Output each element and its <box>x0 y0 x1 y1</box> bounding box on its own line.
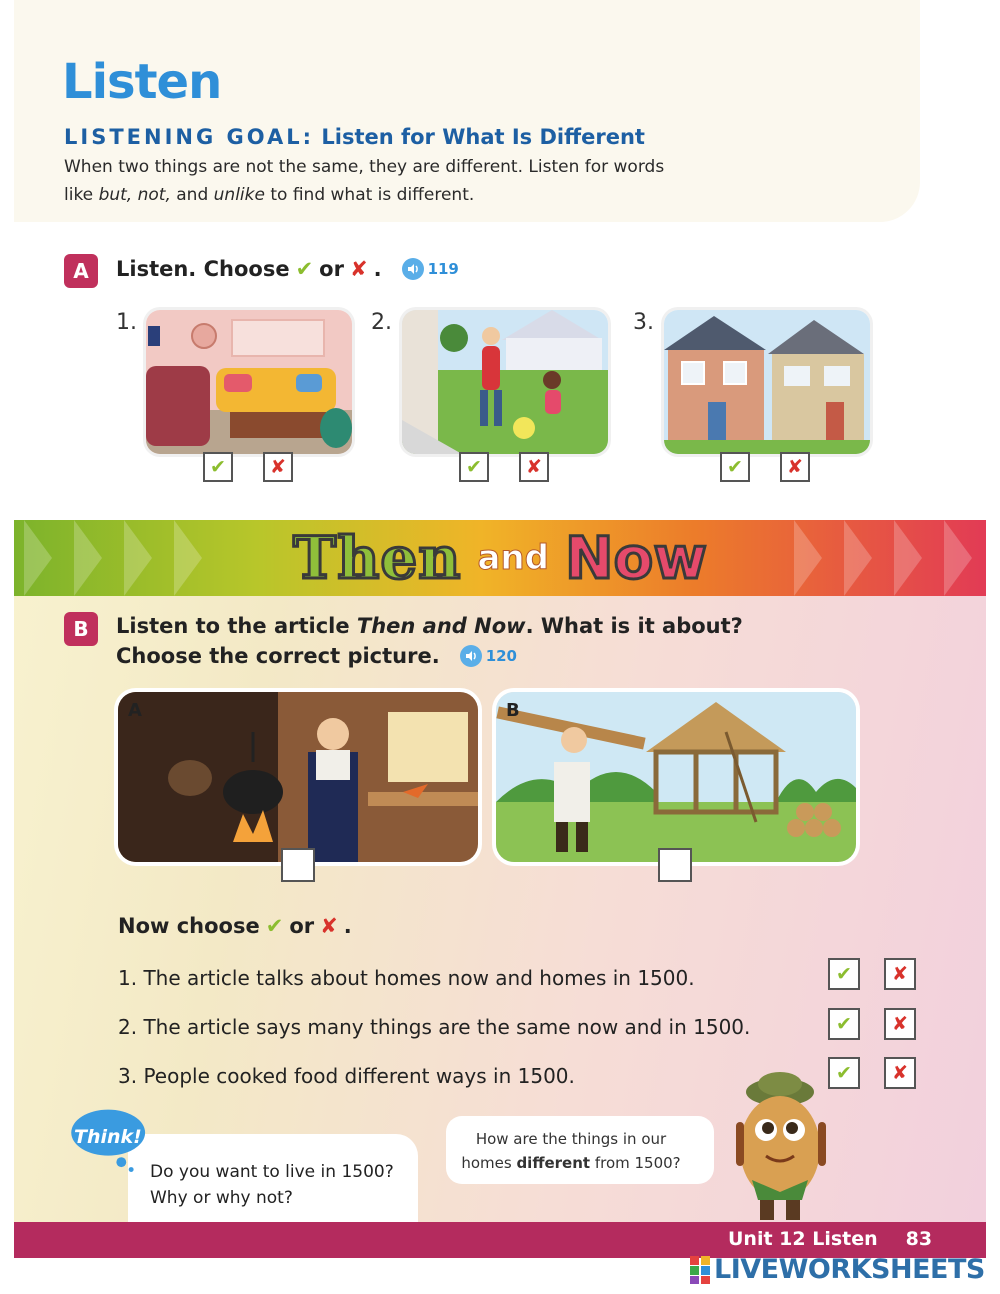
item-number-3: 3. <box>633 310 654 335</box>
audio-track-number: 120 <box>485 647 517 665</box>
cross-icon: ✘ <box>320 914 338 938</box>
article-title: Then and Now <box>356 614 526 638</box>
speech-line2-post: from 1500? <box>590 1154 681 1172</box>
tick-icon: ✔ <box>265 914 284 938</box>
statement-1-cross-box[interactable]: ✘ <box>884 958 916 990</box>
picture-b-letter: B <box>506 700 520 721</box>
statement-number: 3. <box>118 1064 138 1088</box>
statement-number: 1. <box>118 966 138 990</box>
speech-line2-pre: homes <box>461 1154 517 1172</box>
picture-a-old-kitchen <box>118 692 478 862</box>
goal-word-not: not, <box>137 185 171 205</box>
think-question-1: Do you want to live in 1500? <box>150 1162 394 1182</box>
statement-text: The article says many things are the same now and in 1500. <box>143 1015 751 1039</box>
statement-3-tick-box[interactable]: ✔ <box>828 1057 860 1089</box>
statement-3-cross-box[interactable]: ✘ <box>884 1057 916 1089</box>
now-choose-text: Now choose <box>118 914 260 938</box>
banner-now: Now <box>564 524 707 592</box>
section-b-instruction-line2 <box>116 644 517 668</box>
item-3-tick-box[interactable]: ✔ <box>720 452 750 482</box>
think-question-2: Why or why not? <box>150 1188 293 1208</box>
speaker-icon <box>402 258 424 280</box>
statement-1-tick-box[interactable]: ✔ <box>828 958 860 990</box>
audio-track-number: 119 <box>427 260 459 278</box>
now-choose-instruction <box>118 914 352 938</box>
garden-play-picture <box>402 310 608 454</box>
watermark-text: LIVEWORKSHEETS <box>714 1254 985 1285</box>
audio-track-119[interactable] <box>402 258 459 280</box>
statement-text: People cooked food different ways in 1500. <box>143 1064 575 1088</box>
liveworksheets-logo-icon <box>690 1256 710 1284</box>
potato-mascot-icon <box>722 1068 840 1222</box>
section-b-badge: B <box>64 612 98 646</box>
goal-word-unlike: unlike <box>213 185 265 205</box>
picture-a-choice-box[interactable] <box>281 848 315 882</box>
goal-text-line2 <box>64 185 474 205</box>
goal-title: Listen for What Is Different <box>321 125 645 149</box>
speaker-icon <box>460 645 482 667</box>
item-2-cross-box[interactable]: ✘ <box>519 452 549 482</box>
item-2-tick-box[interactable]: ✔ <box>459 452 489 482</box>
speech-line-2 <box>446 1154 696 1172</box>
footer-unit: Unit 12 Listen <box>728 1228 878 1250</box>
picture-a-letter: A <box>128 700 142 721</box>
picture-b-building-house <box>496 692 856 862</box>
statement-2-cross-box[interactable]: ✘ <box>884 1008 916 1040</box>
listening-goal-heading <box>64 125 645 149</box>
goal-label: LISTENING GOAL: <box>64 125 315 149</box>
picture-b-choice-box[interactable] <box>658 848 692 882</box>
banner-and: and <box>477 538 549 578</box>
period-text: . <box>373 257 382 281</box>
statement-2-tick-box[interactable]: ✔ <box>828 1008 860 1040</box>
goal-line2-post: to find what is different. <box>264 185 475 205</box>
page-title: Listen <box>62 54 222 110</box>
section-a-badge: A <box>64 254 98 288</box>
section-b-instruction-line1 <box>116 614 743 638</box>
section-a-instruction <box>116 257 459 281</box>
statement-number: 2. <box>118 1015 138 1039</box>
goal-word-but: but, <box>98 185 133 205</box>
item-number-2: 2. <box>371 310 392 335</box>
item-1-cross-box[interactable]: ✘ <box>263 452 293 482</box>
audio-track-120[interactable] <box>460 645 517 667</box>
cross-icon: ✘ <box>349 257 368 281</box>
goal-text-line1: When two things are not the same, they are different. Listen for words <box>64 157 665 177</box>
section-a-instruction-text: Listen. Choose <box>116 257 290 281</box>
goal-line2-pre: like <box>64 185 99 205</box>
statement-1 <box>118 966 695 990</box>
think-label: Think! <box>74 1126 142 1148</box>
banner-title <box>0 520 1000 596</box>
speech-bold-word: different <box>516 1154 591 1172</box>
or-text: or <box>289 914 315 938</box>
tick-icon: ✔ <box>295 257 314 281</box>
page-number: 83 <box>905 1228 933 1250</box>
goal-word-and: and <box>176 185 209 205</box>
banner-then: Then <box>293 524 462 592</box>
item-1-tick-box[interactable]: ✔ <box>203 452 233 482</box>
b-line1-post: . What is it about? <box>525 614 743 638</box>
statement-text: The article talks about homes now and homes in 1500. <box>143 966 695 990</box>
statement-2 <box>118 1015 750 1039</box>
statement-3 <box>118 1064 575 1088</box>
watermark <box>690 1254 985 1285</box>
speech-line-1: How are the things in our <box>475 1130 667 1148</box>
houses-picture <box>664 310 870 454</box>
item-3-cross-box[interactable]: ✘ <box>780 452 810 482</box>
or-text: or <box>319 257 344 281</box>
b-line2-text: Choose the correct picture. <box>116 644 440 668</box>
period-text: . <box>343 914 352 938</box>
footer-info <box>728 1228 932 1250</box>
living-room-picture <box>146 310 352 454</box>
speech-bubble <box>446 1116 714 1184</box>
b-line1-pre: Listen to the article <box>116 614 357 638</box>
item-number-1: 1. <box>116 310 137 335</box>
